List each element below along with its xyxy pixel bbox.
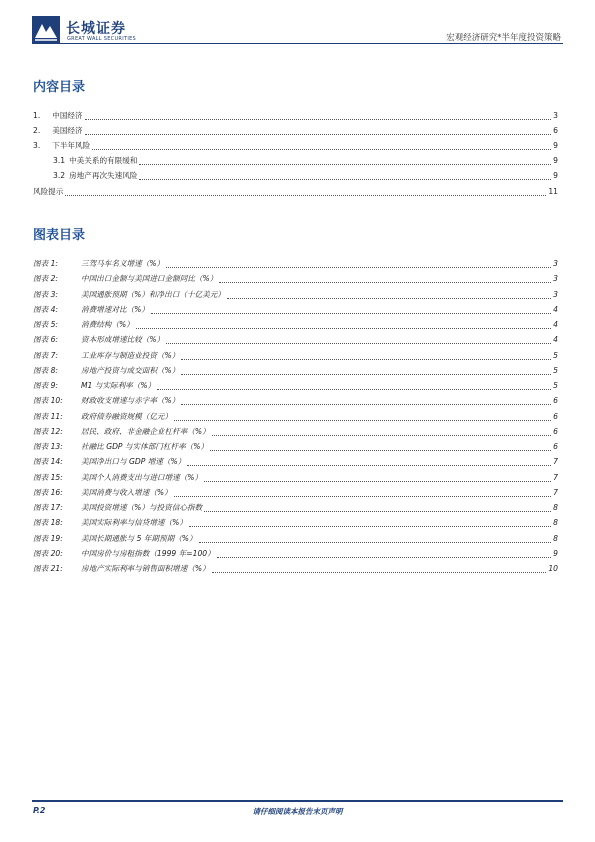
figure-item-title: 资本形成增速比较（%） bbox=[81, 335, 165, 345]
figure-item-title: 财政收支增速与赤字率（%） bbox=[81, 396, 180, 406]
dot-leader bbox=[187, 465, 551, 466]
figure-item-page: 7 bbox=[553, 487, 558, 497]
dot-leader bbox=[65, 195, 546, 196]
dot-leader bbox=[166, 343, 551, 344]
figure-item-title: 美国实际利率与信贷增速（%） bbox=[81, 518, 187, 528]
toc-item[interactable] bbox=[53, 170, 558, 182]
figure-item-title: 中国房价与房租指数（1999 年=100） bbox=[81, 548, 215, 558]
figure-item-label: 图表 20: bbox=[33, 548, 63, 558]
figure-item[interactable] bbox=[33, 289, 558, 301]
figure-item-label: 图表 8: bbox=[33, 365, 58, 375]
figure-item[interactable] bbox=[33, 304, 558, 316]
figure-item-page: 9 bbox=[553, 548, 558, 558]
dot-leader bbox=[204, 481, 551, 482]
figure-item-label: 图表 2: bbox=[33, 274, 58, 284]
toc-item-page: 6 bbox=[553, 126, 558, 135]
figure-item[interactable] bbox=[33, 258, 558, 270]
figure-item-title: 房地产实际利率与销售面积增速（%） bbox=[81, 564, 210, 573]
toc-item-page: 9 bbox=[553, 141, 558, 150]
toc-item-title: 美国经济 bbox=[52, 126, 83, 135]
figure-item-label: 图表 1: bbox=[33, 259, 58, 268]
figure-item[interactable] bbox=[33, 533, 558, 545]
figure-item-label: 图表 3: bbox=[33, 289, 58, 299]
dot-leader bbox=[189, 526, 551, 527]
dot-leader bbox=[139, 179, 551, 180]
page-number: P.2 bbox=[33, 806, 46, 815]
figure-item[interactable] bbox=[33, 487, 558, 499]
toc-item-number: 2. bbox=[33, 126, 41, 135]
report-category: 宏观经济研究*半年度投资策略 bbox=[446, 33, 561, 43]
figure-item-title: 美国投资增速（%）与投资信心指数 bbox=[81, 503, 203, 512]
toc-item-number: 3.1 bbox=[53, 156, 66, 165]
figure-item-label: 图表 5: bbox=[33, 320, 58, 329]
dot-leader bbox=[92, 149, 551, 150]
figure-item-page: 3 bbox=[553, 259, 558, 268]
figure-item-page: 5 bbox=[553, 381, 558, 390]
figure-item-title: 政府债券融资规模（亿元） bbox=[81, 411, 173, 421]
figure-item-page: 8 bbox=[553, 503, 558, 512]
toc-item[interactable] bbox=[33, 140, 558, 152]
figure-item-title: 中国出口金额与美国进口金额同比（%） bbox=[81, 274, 218, 284]
toc-item-title: 中美关系的有限缓和 bbox=[69, 156, 138, 165]
figure-item-title: M1 与实际利率（%） bbox=[81, 381, 156, 390]
toc-item-number: 3. bbox=[33, 141, 41, 150]
dot-leader bbox=[217, 557, 551, 558]
figure-item-title: 美国个人消费支出与进口增速（%） bbox=[81, 472, 203, 482]
toc-item[interactable] bbox=[33, 125, 558, 137]
figure-item[interactable] bbox=[33, 365, 558, 377]
dot-leader bbox=[212, 572, 547, 573]
header-divider bbox=[32, 43, 563, 44]
figure-item[interactable] bbox=[33, 502, 558, 514]
figure-item-title: 消费结构（%） bbox=[81, 320, 134, 329]
dot-leader bbox=[199, 542, 552, 543]
figure-item-title: 美国长期通胀与 5 年期预期（%） bbox=[81, 533, 197, 543]
figure-item-label: 图表 6: bbox=[33, 335, 58, 345]
logo-chinese-name: 长城证券 bbox=[66, 21, 126, 37]
dot-leader bbox=[85, 119, 552, 120]
figure-item-title: 消费增速对比（%） bbox=[81, 304, 149, 314]
figure-item-label: 图表 12: bbox=[33, 426, 63, 436]
figure-item-label: 图表 18: bbox=[33, 518, 63, 528]
figure-item-page: 3 bbox=[553, 289, 558, 299]
figure-item[interactable] bbox=[33, 563, 558, 575]
figure-item-label: 图表 11: bbox=[33, 411, 63, 421]
toc-item-title: 中国经济 bbox=[52, 111, 83, 120]
dot-leader bbox=[212, 435, 551, 436]
figure-item[interactable] bbox=[33, 426, 558, 438]
figure-item-title: 工业库存与制造业投资（%） bbox=[81, 350, 180, 360]
figure-item-title: 三驾马车名义增速（%） bbox=[81, 259, 165, 268]
figure-item[interactable] bbox=[33, 441, 558, 453]
toc-item[interactable] bbox=[53, 155, 558, 167]
dot-leader bbox=[181, 359, 551, 360]
figure-item-page: 8 bbox=[553, 533, 558, 543]
dot-leader bbox=[181, 404, 551, 405]
figure-item-label: 图表 10: bbox=[33, 396, 63, 406]
figure-item[interactable] bbox=[33, 456, 558, 468]
figure-item[interactable] bbox=[33, 319, 558, 331]
figure-item-title: 美国净出口与 GDP 增速（%） bbox=[81, 457, 186, 467]
figure-item-page: 6 bbox=[553, 426, 558, 436]
figure-item-label: 图表 17: bbox=[33, 503, 63, 512]
disclaimer-note: 请仔细阅读本报告末页声明 bbox=[252, 807, 343, 816]
figure-item-title: 美国消费与收入增速（%） bbox=[81, 487, 172, 497]
figure-item-page: 10 bbox=[548, 564, 558, 573]
figure-item-page: 6 bbox=[553, 411, 558, 421]
figure-item-label: 图表 7: bbox=[33, 350, 58, 360]
figure-item-label: 图表 14: bbox=[33, 457, 63, 467]
figure-item-page: 4 bbox=[553, 304, 558, 314]
figure-item-title: 美国通胀预期（%）和净出口（十亿美元） bbox=[81, 289, 225, 299]
figure-item[interactable] bbox=[33, 380, 558, 392]
dot-leader bbox=[151, 313, 551, 314]
dot-leader bbox=[181, 374, 551, 375]
toc-item-page: 9 bbox=[553, 156, 558, 165]
figure-item[interactable] bbox=[33, 411, 558, 423]
figure-item-page: 7 bbox=[553, 472, 558, 482]
logo-english-name: GREAT WALL SECURITIES bbox=[67, 36, 137, 42]
footer-divider bbox=[32, 800, 563, 802]
figure-toc-heading: 图表目录 bbox=[33, 228, 86, 243]
figure-item[interactable] bbox=[33, 548, 558, 560]
toc-item-page: 11 bbox=[548, 187, 558, 196]
figure-item-title: 居民、政府、非金融企业杠杆率（%） bbox=[81, 426, 210, 436]
figure-item-label: 图表 16: bbox=[33, 487, 63, 497]
figure-item-title: 社融比 GDP 与实体部门杠杆率（%） bbox=[81, 442, 209, 451]
company-logo bbox=[32, 16, 182, 46]
figure-item[interactable] bbox=[33, 517, 558, 529]
toc-item-title: 风险提示 bbox=[33, 187, 64, 196]
dot-leader bbox=[174, 496, 551, 497]
dot-leader bbox=[136, 328, 551, 329]
toc-item-number: 1. bbox=[33, 111, 41, 120]
figure-item-page: 8 bbox=[553, 518, 558, 528]
figure-item-page: 5 bbox=[553, 365, 558, 375]
dot-leader bbox=[166, 267, 551, 268]
figure-item-page: 6 bbox=[553, 396, 558, 406]
toc-item[interactable] bbox=[33, 110, 558, 122]
great-wall-logo-icon bbox=[32, 16, 60, 44]
figure-item-page: 7 bbox=[553, 457, 558, 467]
toc-item-number: 3.2 bbox=[53, 171, 66, 180]
dot-leader bbox=[204, 511, 551, 512]
dot-leader bbox=[139, 164, 551, 165]
figure-item[interactable] bbox=[33, 334, 558, 346]
figure-item-page: 3 bbox=[553, 274, 558, 284]
figure-item[interactable] bbox=[33, 273, 558, 285]
figure-item-page: 4 bbox=[553, 320, 558, 329]
toc-item-page: 3 bbox=[553, 111, 558, 120]
dot-leader bbox=[219, 282, 551, 283]
dot-leader bbox=[210, 450, 551, 451]
figure-item-label: 图表 21: bbox=[33, 564, 63, 573]
figure-item-page: 6 bbox=[553, 442, 558, 451]
figure-item[interactable] bbox=[33, 472, 558, 484]
toc-item-title: 下半年风险 bbox=[52, 141, 91, 150]
toc-item-page: 9 bbox=[553, 171, 558, 180]
dot-leader bbox=[174, 420, 551, 421]
figure-item-page: 4 bbox=[553, 335, 558, 345]
figure-item-label: 图表 9: bbox=[33, 381, 58, 390]
toc-heading: 内容目录 bbox=[33, 80, 86, 95]
figure-item-label: 图表 19: bbox=[33, 533, 63, 543]
figure-item-page: 5 bbox=[553, 350, 558, 360]
figure-item[interactable] bbox=[33, 395, 558, 407]
dot-leader bbox=[227, 298, 551, 299]
figure-item-label: 图表 4: bbox=[33, 304, 58, 314]
dot-leader bbox=[85, 134, 552, 135]
figure-item-label: 图表 15: bbox=[33, 472, 63, 482]
dot-leader bbox=[157, 389, 551, 390]
toc-item-title: 房地产再次失速风险 bbox=[69, 171, 138, 180]
toc-item[interactable] bbox=[33, 186, 558, 198]
figure-item-label: 图表 13: bbox=[33, 442, 63, 451]
figure-item[interactable] bbox=[33, 350, 558, 362]
figure-item-title: 房地产投资与成交面积（%） bbox=[81, 365, 180, 375]
